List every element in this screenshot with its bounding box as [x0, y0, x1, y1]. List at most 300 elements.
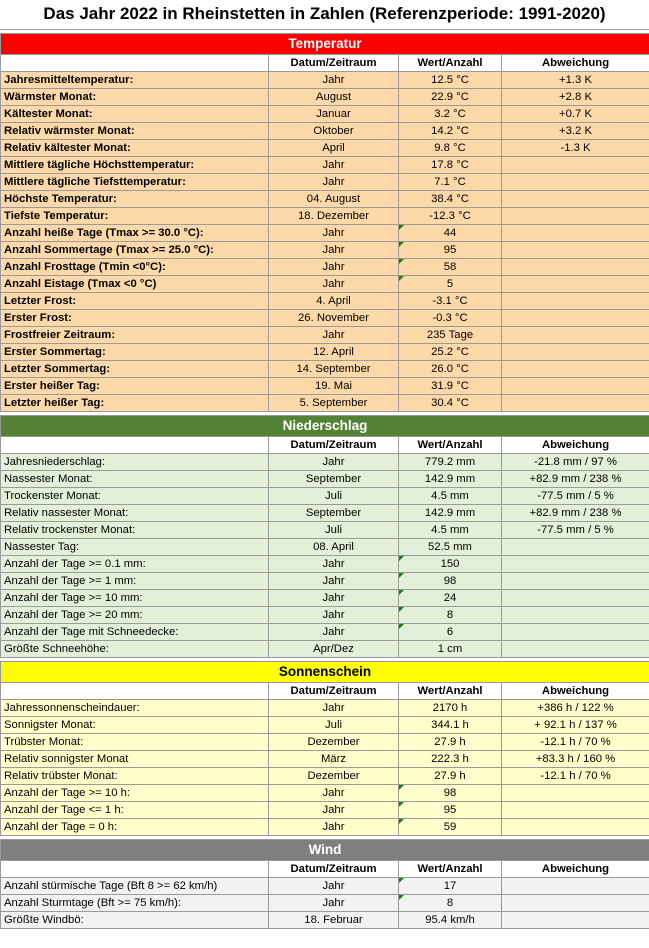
row-deviation: -77.5 mm / 5 %	[502, 522, 649, 539]
row-value-text: 98	[443, 787, 457, 799]
table-row	[1, 327, 649, 344]
row-period: Jahr	[269, 785, 399, 802]
row-deviation	[502, 590, 649, 607]
cell-marker-icon	[399, 590, 404, 595]
row-deviation: -12.1 h / 70 %	[502, 768, 649, 785]
row-period: Juli	[269, 717, 399, 734]
row-value	[399, 878, 502, 895]
cell-marker-icon	[399, 556, 404, 561]
row-deviation	[502, 395, 649, 412]
cell-marker-icon	[399, 607, 404, 612]
table-row	[1, 259, 649, 276]
row-deviation: + 92.1 h / 137 %	[502, 717, 649, 734]
row-deviation	[502, 878, 649, 895]
row-label: Tiefste Temperatur:	[1, 208, 269, 225]
row-period: 19. Mai	[269, 378, 399, 395]
row-label: Relativ trockenster Monat:	[1, 522, 269, 539]
row-value-text: 142.9 mm	[424, 507, 476, 519]
table-row	[1, 751, 649, 768]
row-value-text: 12.5 °C	[431, 74, 469, 86]
row-label: Erster heißer Tag:	[1, 378, 269, 395]
row-deviation	[502, 607, 649, 624]
row-value-text: 4.5 mm	[431, 524, 469, 536]
row-label: Mittlere tägliche Höchsttemperatur:	[1, 157, 269, 174]
row-value	[399, 361, 502, 378]
row-value-text: 6	[446, 626, 454, 638]
section-header	[1, 662, 649, 683]
page-title: Das Jahr 2022 in Rheinstetten in Zahlen (Referenzperiode: 1991-2020)	[0, 0, 649, 30]
table-row	[1, 556, 649, 573]
row-value	[399, 556, 502, 573]
row-period: Jahr	[269, 242, 399, 259]
row-value	[399, 819, 502, 836]
row-label: Anzahl der Tage >= 1 mm:	[1, 573, 269, 590]
row-value	[399, 785, 502, 802]
table-row	[1, 157, 649, 174]
row-value-text: 150	[440, 558, 460, 570]
stats-container	[0, 30, 649, 929]
row-period: Juli	[269, 488, 399, 505]
row-period: Dezember	[269, 734, 399, 751]
row-value	[399, 327, 502, 344]
cell-marker-icon	[399, 785, 404, 790]
row-deviation	[502, 310, 649, 327]
table-row	[1, 734, 649, 751]
row-period: Jahr	[269, 157, 399, 174]
row-period: 12. April	[269, 344, 399, 361]
row-value	[399, 734, 502, 751]
table-row	[1, 700, 649, 717]
row-deviation: +2.8 K	[502, 89, 649, 106]
row-label: Größte Windbö:	[1, 912, 269, 929]
temp-section	[0, 33, 649, 412]
cell-marker-icon	[399, 573, 404, 578]
row-label: Relativ trübster Monat:	[1, 768, 269, 785]
row-deviation: +83.3 h / 160 %	[502, 751, 649, 768]
row-period: Jahr	[269, 590, 399, 607]
row-label: Frostfreier Zeitraum:	[1, 327, 269, 344]
table-row	[1, 344, 649, 361]
table-row	[1, 174, 649, 191]
row-value-text: 8	[446, 609, 454, 621]
row-value-text: 17.8 °C	[431, 159, 469, 171]
row-deviation	[502, 208, 649, 225]
row-deviation	[502, 556, 649, 573]
row-value	[399, 454, 502, 471]
row-value	[399, 700, 502, 717]
row-period: September	[269, 471, 399, 488]
table-row	[1, 607, 649, 624]
cell-marker-icon	[399, 276, 404, 281]
row-value-text: 30.4 °C	[431, 397, 469, 409]
nied-section	[0, 415, 649, 658]
row-deviation: -77.5 mm / 5 %	[502, 488, 649, 505]
row-value-text: 95	[443, 244, 457, 256]
row-value	[399, 768, 502, 785]
row-deviation	[502, 361, 649, 378]
row-value	[399, 641, 502, 658]
row-label: Erster Frost:	[1, 310, 269, 327]
row-period: Jahr	[269, 556, 399, 573]
row-label: Größte Schneehöhe:	[1, 641, 269, 658]
row-value-text: 344.1 h	[431, 719, 469, 731]
cell-marker-icon	[399, 242, 404, 247]
row-period: Jahr	[269, 327, 399, 344]
row-value-text: 27.9 h	[434, 736, 466, 748]
row-value-text: 44	[443, 227, 457, 239]
row-period: 08. April	[269, 539, 399, 556]
section-title: Niederschlag	[1, 416, 649, 437]
row-value	[399, 123, 502, 140]
row-label: Nassester Tag:	[1, 539, 269, 556]
row-value	[399, 378, 502, 395]
sonn-section	[0, 661, 649, 836]
row-label: Sonnigster Monat:	[1, 717, 269, 734]
row-label: Trübster Monat:	[1, 734, 269, 751]
row-value	[399, 174, 502, 191]
row-value-text: -12.3 °C	[429, 210, 471, 222]
row-value	[399, 471, 502, 488]
row-value-text: 2170 h	[432, 702, 468, 714]
row-period: Jahr	[269, 454, 399, 471]
row-deviation	[502, 344, 649, 361]
row-value-text: 17	[443, 880, 457, 892]
column-header-period: Datum/Zeitraum	[269, 437, 399, 454]
row-value	[399, 573, 502, 590]
row-label: Kältester Monat:	[1, 106, 269, 123]
cell-marker-icon	[399, 895, 404, 900]
row-deviation: +386 h / 122 %	[502, 700, 649, 717]
table-row	[1, 293, 649, 310]
row-label: Anzahl Sommertage (Tmax >= 25.0 °C):	[1, 242, 269, 259]
row-value-text: 38.4 °C	[431, 193, 469, 205]
table-row	[1, 310, 649, 327]
row-value-text: 52.5 mm	[428, 541, 472, 553]
row-label: Anzahl Eistage (Tmax <0 °C)	[1, 276, 269, 293]
table-row	[1, 140, 649, 157]
column-header-value: Wert/Anzahl	[399, 683, 502, 700]
row-deviation	[502, 242, 649, 259]
row-value	[399, 293, 502, 310]
section-header	[1, 840, 649, 861]
row-label: Jahresniederschlag:	[1, 454, 269, 471]
row-period: 14. September	[269, 361, 399, 378]
row-deviation: +82.9 mm / 238 %	[502, 471, 649, 488]
table-row	[1, 641, 649, 658]
column-header-deviation: Abweichung	[502, 861, 649, 878]
table-row	[1, 717, 649, 734]
row-value	[399, 895, 502, 912]
row-label: Jahressonnenscheindauer:	[1, 700, 269, 717]
row-label: Anzahl der Tage >= 0.1 mm:	[1, 556, 269, 573]
cell-marker-icon	[399, 819, 404, 824]
table-row	[1, 624, 649, 641]
row-value	[399, 106, 502, 123]
row-deviation	[502, 641, 649, 658]
row-deviation	[502, 225, 649, 242]
section-header	[1, 416, 649, 437]
row-value	[399, 191, 502, 208]
row-value	[399, 276, 502, 293]
column-header-value: Wert/Anzahl	[399, 437, 502, 454]
column-header-blank	[1, 683, 269, 700]
row-value-text: 142.9 mm	[424, 473, 476, 485]
row-value-text: -3.1 °C	[432, 295, 468, 307]
row-value-text: 24	[443, 592, 457, 604]
row-period: Juli	[269, 522, 399, 539]
table-row	[1, 454, 649, 471]
column-header-period: Datum/Zeitraum	[269, 683, 399, 700]
row-value-text: 31.9 °C	[431, 380, 469, 392]
row-value-text: 7.1 °C	[434, 176, 466, 188]
row-deviation	[502, 895, 649, 912]
row-value	[399, 751, 502, 768]
row-period: Jahr	[269, 259, 399, 276]
column-header-blank	[1, 437, 269, 454]
table-row	[1, 225, 649, 242]
column-header-row	[1, 437, 649, 454]
row-value	[399, 310, 502, 327]
table-row	[1, 802, 649, 819]
column-header-row	[1, 861, 649, 878]
table-row	[1, 191, 649, 208]
section-title: Wind	[1, 840, 649, 861]
row-label: Erster Sommertag:	[1, 344, 269, 361]
row-value	[399, 208, 502, 225]
row-value-text: 95.4 km/h	[425, 914, 475, 926]
row-deviation: -12.1 h / 70 %	[502, 734, 649, 751]
row-label: Letzter Frost:	[1, 293, 269, 310]
row-deviation	[502, 912, 649, 929]
row-label: Letzter Sommertag:	[1, 361, 269, 378]
row-deviation	[502, 802, 649, 819]
row-deviation	[502, 624, 649, 641]
row-value	[399, 488, 502, 505]
section-header	[1, 34, 649, 55]
table-row	[1, 819, 649, 836]
row-period: Jahr	[269, 174, 399, 191]
row-period: Jahr	[269, 802, 399, 819]
column-header-blank	[1, 55, 269, 72]
row-value	[399, 607, 502, 624]
row-value-text: 26.0 °C	[431, 363, 469, 375]
row-label: Anzahl der Tage >= 10 h:	[1, 785, 269, 802]
row-value-text: 5	[446, 278, 454, 290]
row-period: Jahr	[269, 72, 399, 89]
column-header-deviation: Abweichung	[502, 55, 649, 72]
row-value	[399, 624, 502, 641]
row-value-text: 1 cm	[437, 643, 463, 655]
row-value-text: 58	[443, 261, 457, 273]
row-deviation	[502, 785, 649, 802]
table-row	[1, 768, 649, 785]
table-row	[1, 208, 649, 225]
row-label: Anzahl der Tage mit Schneedecke:	[1, 624, 269, 641]
row-period: 18. Februar	[269, 912, 399, 929]
row-label: Anzahl heiße Tage (Tmax >= 30.0 °C):	[1, 225, 269, 242]
row-deviation	[502, 259, 649, 276]
table-row	[1, 242, 649, 259]
table-row	[1, 785, 649, 802]
row-deviation: -21.8 mm / 97 %	[502, 454, 649, 471]
row-deviation	[502, 819, 649, 836]
table-row	[1, 123, 649, 140]
wind-section	[0, 839, 649, 929]
row-deviation	[502, 573, 649, 590]
row-label: Höchste Temperatur:	[1, 191, 269, 208]
row-label: Anzahl Frosttage (Tmin <0°C):	[1, 259, 269, 276]
row-deviation	[502, 276, 649, 293]
row-value	[399, 912, 502, 929]
column-header-value: Wert/Anzahl	[399, 55, 502, 72]
table-row	[1, 395, 649, 412]
table-row	[1, 378, 649, 395]
cell-marker-icon	[399, 259, 404, 264]
table-row	[1, 361, 649, 378]
row-deviation	[502, 539, 649, 556]
row-deviation: -1.3 K	[502, 140, 649, 157]
row-value	[399, 717, 502, 734]
row-deviation: +1.3 K	[502, 72, 649, 89]
row-period: April	[269, 140, 399, 157]
row-value	[399, 344, 502, 361]
section-title: Temperatur	[1, 34, 649, 55]
row-deviation: +0.7 K	[502, 106, 649, 123]
row-value	[399, 225, 502, 242]
row-value	[399, 539, 502, 556]
row-period: Jahr	[269, 895, 399, 912]
row-value-text: 59	[443, 821, 457, 833]
cell-marker-icon	[399, 802, 404, 807]
row-period: 18. Dezember	[269, 208, 399, 225]
table-row	[1, 539, 649, 556]
table-row	[1, 590, 649, 607]
column-header-row	[1, 55, 649, 72]
row-period: März	[269, 751, 399, 768]
row-label: Anzahl der Tage >= 20 mm:	[1, 607, 269, 624]
cell-marker-icon	[399, 225, 404, 230]
row-label: Relativ nassester Monat:	[1, 505, 269, 522]
table-row	[1, 505, 649, 522]
column-header-period: Datum/Zeitraum	[269, 55, 399, 72]
row-period: 4. April	[269, 293, 399, 310]
row-deviation	[502, 174, 649, 191]
row-period: August	[269, 89, 399, 106]
row-value-text: 14.2 °C	[431, 125, 469, 137]
row-period: Apr/Dez	[269, 641, 399, 658]
row-label: Anzahl Sturmtage (Bft >= 75 km/h):	[1, 895, 269, 912]
row-value-text: 98	[443, 575, 457, 587]
row-label: Anzahl stürmische Tage (Bft 8 >= 62 km/h)	[1, 878, 269, 895]
row-deviation	[502, 157, 649, 174]
row-value-text: 222.3 h	[431, 753, 469, 765]
row-value	[399, 590, 502, 607]
table-row	[1, 878, 649, 895]
row-period: Oktober	[269, 123, 399, 140]
row-value-text: 779.2 mm	[424, 456, 476, 468]
row-value	[399, 802, 502, 819]
row-period: 5. September	[269, 395, 399, 412]
table-row	[1, 895, 649, 912]
table-row	[1, 573, 649, 590]
row-label: Relativ sonnigster Monat	[1, 751, 269, 768]
row-period: Jahr	[269, 573, 399, 590]
row-period: Jahr	[269, 878, 399, 895]
row-label: Relativ wärmster Monat:	[1, 123, 269, 140]
row-deviation	[502, 378, 649, 395]
row-value	[399, 140, 502, 157]
row-deviation	[502, 293, 649, 310]
column-header-deviation: Abweichung	[502, 437, 649, 454]
row-label: Trockenster Monat:	[1, 488, 269, 505]
row-period: 26. November	[269, 310, 399, 327]
row-value-text: 25.2 °C	[431, 346, 469, 358]
section-title: Sonnenschein	[1, 662, 649, 683]
row-period: Januar	[269, 106, 399, 123]
row-period: September	[269, 505, 399, 522]
cell-marker-icon	[399, 878, 404, 883]
row-value-text: 22.9 °C	[431, 91, 469, 103]
row-deviation	[502, 327, 649, 344]
row-deviation	[502, 191, 649, 208]
row-value	[399, 505, 502, 522]
row-period: Jahr	[269, 700, 399, 717]
row-value	[399, 72, 502, 89]
row-value	[399, 522, 502, 539]
row-value-text: 3.2 °C	[434, 108, 466, 120]
table-row	[1, 106, 649, 123]
row-value-text: 95	[443, 804, 457, 816]
column-header-row	[1, 683, 649, 700]
table-row	[1, 276, 649, 293]
row-label: Relativ kältester Monat:	[1, 140, 269, 157]
column-header-value: Wert/Anzahl	[399, 861, 502, 878]
table-row	[1, 522, 649, 539]
table-row	[1, 72, 649, 89]
table-row	[1, 488, 649, 505]
row-label: Anzahl der Tage = 0 h:	[1, 819, 269, 836]
row-period: Jahr	[269, 624, 399, 641]
row-value	[399, 157, 502, 174]
row-value-text: 9.8 °C	[434, 142, 466, 154]
row-value	[399, 259, 502, 276]
row-value	[399, 242, 502, 259]
row-value-text: 8	[446, 897, 454, 909]
row-label: Letzter heißer Tag:	[1, 395, 269, 412]
row-value-text: 235 Tage	[426, 329, 474, 341]
row-period: Jahr	[269, 276, 399, 293]
row-value	[399, 89, 502, 106]
row-period: Dezember	[269, 768, 399, 785]
table-row	[1, 89, 649, 106]
column-header-period: Datum/Zeitraum	[269, 861, 399, 878]
table-row	[1, 912, 649, 929]
row-label: Anzahl der Tage <= 1 h:	[1, 802, 269, 819]
row-label: Wärmster Monat:	[1, 89, 269, 106]
row-deviation: +3.2 K	[502, 123, 649, 140]
row-label: Nassester Monat:	[1, 471, 269, 488]
row-period: Jahr	[269, 819, 399, 836]
row-period: Jahr	[269, 225, 399, 242]
row-period: 04. August	[269, 191, 399, 208]
row-value	[399, 395, 502, 412]
row-deviation: +82.9 mm / 238 %	[502, 505, 649, 522]
cell-marker-icon	[399, 624, 404, 629]
column-header-blank	[1, 861, 269, 878]
row-value-text: 4.5 mm	[431, 490, 469, 502]
row-period: Jahr	[269, 607, 399, 624]
row-value-text: 27.9 h	[434, 770, 466, 782]
